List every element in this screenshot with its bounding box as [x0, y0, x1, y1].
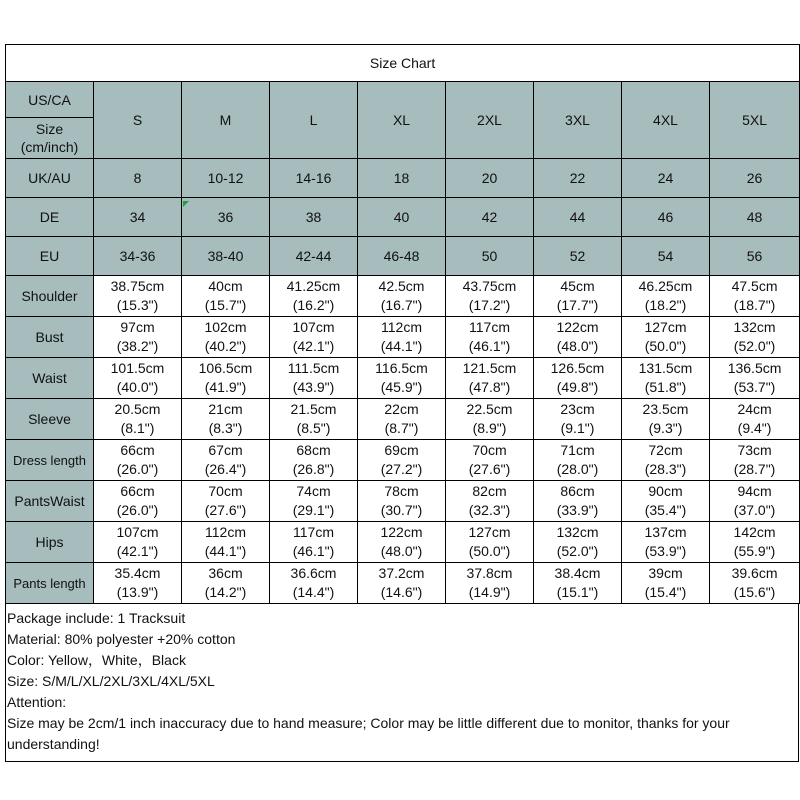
- size-l: L: [270, 82, 358, 159]
- conversion-row: [6, 237, 800, 276]
- measurement-cell: [94, 522, 182, 563]
- measurement-cell: [182, 522, 270, 563]
- measurement-cell: [622, 358, 710, 399]
- note-color: Color: Yellow，White，Black: [7, 652, 186, 668]
- inch-value: (9.4"): [737, 420, 772, 436]
- measurement-cell: [94, 481, 182, 522]
- note-attention: Attention:: [7, 694, 67, 710]
- inch-value: (51.8"): [644, 379, 687, 395]
- measurement-cell: [94, 563, 182, 604]
- cm-value: 72cm: [648, 442, 683, 458]
- cm-value: 112cm: [205, 524, 246, 540]
- inch-value: (53.9"): [644, 543, 687, 559]
- measurement-cell: [622, 563, 710, 604]
- conversion-row: [6, 198, 800, 237]
- inch-value: (50.0"): [468, 543, 511, 559]
- size-chart-sheet: [5, 44, 799, 762]
- cm-value: 37.2cm: [378, 565, 425, 581]
- measurement-cell: [446, 317, 534, 358]
- measurement-cell: [622, 317, 710, 358]
- measurement-cell: [622, 522, 710, 563]
- cm-value: 132cm: [733, 319, 776, 335]
- cm-value: 20.5cm: [114, 401, 161, 417]
- inch-value: (42.1"): [116, 543, 159, 559]
- conversion-cell: 44: [534, 198, 622, 237]
- measurement-cell: [182, 399, 270, 440]
- inch-value: (30.7"): [380, 502, 423, 518]
- inch-value: (8.5"): [296, 420, 331, 436]
- cm-value: 102cm: [204, 319, 247, 335]
- note-package: Package include: 1 Tracksuit: [7, 610, 186, 626]
- inch-value: (48.0"): [556, 338, 599, 354]
- measurement-cell: [622, 399, 710, 440]
- measurement-cell: [534, 317, 622, 358]
- measurement-cell: [270, 522, 358, 563]
- inch-value: (26.0"): [116, 461, 159, 477]
- size-2xl: 2XL: [446, 82, 534, 159]
- inch-value: (46.1"): [468, 338, 511, 354]
- measurement-cell: [358, 563, 446, 604]
- inch-value: (26.4"): [204, 461, 247, 477]
- measurement-cell: [534, 563, 622, 604]
- measurement-cell: [446, 522, 534, 563]
- cm-value: 90cm: [648, 483, 683, 499]
- conversion-cell: 38: [270, 198, 358, 237]
- inch-value: (8.1"): [120, 420, 155, 436]
- measurement-cell: [94, 440, 182, 481]
- inch-value: (40.2"): [204, 338, 247, 354]
- cm-value: 127cm: [468, 524, 511, 540]
- conversion-cell: 10-12: [182, 159, 270, 198]
- cm-value: 38.75cm: [110, 278, 165, 294]
- cm-value: 71cm: [560, 442, 595, 458]
- measurement-cell: [710, 440, 800, 481]
- cm-value: 127cm: [644, 319, 687, 335]
- conversion-cell: 34-36: [94, 237, 182, 276]
- inch-value: (50.0"): [644, 338, 687, 354]
- measurement-cell: [534, 276, 622, 317]
- cm-value: 42.5cm: [378, 278, 425, 294]
- cm-value: 38.4cm: [554, 565, 601, 581]
- row-label: DE: [6, 198, 94, 237]
- size-3xl: 3XL: [534, 82, 622, 159]
- cm-value: 126.5cm: [550, 360, 605, 376]
- row-label: PantsWaist: [6, 481, 94, 522]
- inch-value: (43.9"): [292, 379, 335, 395]
- measurement-cell: [534, 481, 622, 522]
- cm-value: 67cm: [208, 442, 243, 458]
- inch-value: (49.8"): [556, 379, 599, 395]
- size-xl: XL: [358, 82, 446, 159]
- measurement-cell: [270, 358, 358, 399]
- note-disclaimer: Size may be 2cm/1 inch inaccuracy due to hand measure; Color may be little different due to monitor, thanks for your understanding!: [7, 715, 730, 752]
- conversion-cell: 8: [94, 159, 182, 198]
- size-chart-table: [5, 44, 800, 604]
- conversion-cell: 54: [622, 237, 710, 276]
- measurement-cell: [710, 358, 800, 399]
- cm-value: 41.25cm: [286, 278, 341, 294]
- inch-value: (15.1"): [556, 584, 599, 600]
- cm-value: 21.5cm: [290, 401, 337, 417]
- inch-value: (8.3"): [208, 420, 243, 436]
- measurement-cell: [182, 440, 270, 481]
- inch-value: (17.2"): [468, 297, 511, 313]
- inch-value: (45.9"): [380, 379, 423, 395]
- inch-value: (33.9"): [556, 502, 599, 518]
- inch-value: (28.0"): [556, 461, 599, 477]
- conversion-cell: 18: [358, 159, 446, 198]
- inch-value: (27.6"): [468, 461, 511, 477]
- inch-value: (16.2"): [292, 297, 335, 313]
- row-label: Sleeve: [6, 399, 94, 440]
- cm-value: 111.5cm: [287, 360, 340, 376]
- note-size: Size: S/M/L/XL/2XL/3XL/4XL/5XL: [7, 673, 215, 689]
- measurement-cell: [94, 399, 182, 440]
- inch-value: (15.7"): [204, 297, 247, 313]
- cm-value: 22cm: [384, 401, 419, 417]
- measurement-cell: [446, 563, 534, 604]
- measurement-cell: [534, 358, 622, 399]
- cm-value: 39cm: [648, 565, 683, 581]
- measurement-cell: [358, 317, 446, 358]
- measurement-cell: [270, 481, 358, 522]
- inch-value: (15.4"): [644, 584, 687, 600]
- conversion-cell: 22: [534, 159, 622, 198]
- measurement-cell: [710, 317, 800, 358]
- cm-value: 23.5cm: [642, 401, 689, 417]
- cm-value: 22.5cm: [466, 401, 513, 417]
- measurement-cell: [358, 358, 446, 399]
- cm-value: 36cm: [208, 565, 243, 581]
- conversion-cell: 42: [446, 198, 534, 237]
- inch-value: (32.3"): [468, 502, 511, 518]
- inch-value: (14.4"): [292, 584, 335, 600]
- inch-value: (41.9"): [204, 379, 247, 395]
- inch-value: (44.1"): [380, 338, 423, 354]
- measurement-cell: [358, 440, 446, 481]
- measurement-cell: [182, 276, 270, 317]
- cm-value: 23cm: [560, 401, 595, 417]
- cm-value: 45cm: [560, 278, 595, 294]
- size-5xl: 5XL: [710, 82, 800, 159]
- measurement-cell: [358, 399, 446, 440]
- cm-value: 35.4cm: [114, 565, 161, 581]
- measurement-cell: [710, 276, 800, 317]
- measurement-cell: [446, 276, 534, 317]
- cm-value: 142cm: [733, 524, 776, 540]
- measurement-cell: [622, 276, 710, 317]
- conversion-cell: 40: [358, 198, 446, 237]
- inch-value: (47.8"): [468, 379, 511, 395]
- row-label: Dress length: [6, 440, 94, 481]
- inch-value: (55.9"): [733, 543, 776, 559]
- measurement-cell: [182, 563, 270, 604]
- inch-value: (53.7"): [733, 379, 776, 395]
- cm-value: 21cm: [208, 401, 243, 417]
- measurement-cell: [270, 399, 358, 440]
- cm-value: 66cm: [120, 483, 155, 499]
- inch-value: (37.0"): [733, 502, 776, 518]
- row-label: Shoulder: [6, 276, 94, 317]
- measurement-cell: [710, 399, 800, 440]
- size-m: M: [182, 82, 270, 159]
- measurement-row: [6, 276, 800, 317]
- cm-value: 122cm: [380, 524, 423, 540]
- cm-value: 97cm: [120, 319, 155, 335]
- cm-value: 69cm: [384, 442, 419, 458]
- cm-value: 132cm: [556, 524, 599, 540]
- measurement-cell: [446, 358, 534, 399]
- conversion-cell: 52: [534, 237, 622, 276]
- us-ca-label: US/CA: [6, 83, 93, 118]
- cm-value: 122cm: [556, 319, 599, 335]
- measurement-cell: [182, 317, 270, 358]
- note-material: Material: 80% polyester +20% cotton: [7, 631, 236, 647]
- inch-value: (17.7"): [556, 297, 599, 313]
- measurement-row: [6, 563, 800, 604]
- measurement-row: [6, 522, 800, 563]
- cm-value: 106.5cm: [198, 360, 253, 376]
- measurement-cell: [710, 522, 800, 563]
- conversion-cell: 14-16: [270, 159, 358, 198]
- cm-value: 131.5cm: [638, 360, 693, 376]
- conversion-cell: 36: [182, 198, 270, 237]
- measurement-cell: [446, 440, 534, 481]
- inch-value: (52.0"): [556, 543, 599, 559]
- cm-value: 101.5cm: [110, 360, 165, 376]
- measurement-row: [6, 481, 800, 522]
- measurement-row: [6, 358, 800, 399]
- measurement-row: [6, 399, 800, 440]
- cm-value: 40cm: [208, 278, 243, 294]
- row-label: EU: [6, 237, 94, 276]
- measurement-cell: [94, 358, 182, 399]
- cm-value: 117cm: [469, 319, 510, 335]
- row-label: Pants length: [6, 563, 94, 604]
- inch-value: (15.6"): [733, 584, 776, 600]
- measurement-cell: [446, 399, 534, 440]
- conversion-row: [6, 159, 800, 198]
- conversion-cell: 48: [710, 198, 800, 237]
- measurement-cell: [182, 481, 270, 522]
- inch-value: (9.3"): [648, 420, 683, 436]
- inch-value: (27.2"): [380, 461, 423, 477]
- inch-value: (28.3"): [644, 461, 687, 477]
- cm-value: 39.6cm: [731, 565, 778, 581]
- cm-value: 112cm: [381, 319, 422, 335]
- conversion-cell: 42-44: [270, 237, 358, 276]
- measurement-row: [6, 440, 800, 481]
- cm-value: 70cm: [208, 483, 243, 499]
- size-4xl: 4XL: [622, 82, 710, 159]
- cell-marker-icon: [183, 201, 189, 207]
- conversion-cell: 38-40: [182, 237, 270, 276]
- cm-value: 121.5cm: [462, 360, 517, 376]
- inch-value: (8.9"): [472, 420, 507, 436]
- notes-section: [5, 604, 799, 762]
- measurement-cell: [270, 276, 358, 317]
- measurement-cell: [710, 481, 800, 522]
- row-label: UK/AU: [6, 159, 94, 198]
- cm-value: 74cm: [296, 483, 331, 499]
- conversion-cell: 50: [446, 237, 534, 276]
- inch-value: (9.1"): [560, 420, 595, 436]
- cm-value: 107cm: [292, 319, 335, 335]
- cm-value: 37.8cm: [466, 565, 513, 581]
- cm-value: 94cm: [737, 483, 772, 499]
- measurement-cell: [622, 440, 710, 481]
- cm-value: 86cm: [560, 483, 595, 499]
- inch-value: (18.7"): [733, 297, 776, 313]
- conversion-cell: 34: [94, 198, 182, 237]
- inch-value: (46.1"): [292, 543, 335, 559]
- inch-value: (38.2"): [116, 338, 159, 354]
- size-label-cell: [6, 82, 94, 159]
- cm-value: 116.5cm: [375, 360, 428, 376]
- inch-value: (14.6"): [380, 584, 423, 600]
- inch-value: (14.2"): [204, 584, 247, 600]
- inch-value: (15.3"): [116, 297, 159, 313]
- conversion-cell: 26: [710, 159, 800, 198]
- row-label: Waist: [6, 358, 94, 399]
- cm-value: 82cm: [472, 483, 507, 499]
- inch-value: (52.0"): [733, 338, 776, 354]
- cm-value: 136.5cm: [727, 360, 782, 376]
- measurement-cell: [622, 481, 710, 522]
- measurement-cell: [358, 481, 446, 522]
- cm-value: 117cm: [293, 524, 334, 540]
- conversion-cell: 24: [622, 159, 710, 198]
- measurement-cell: [270, 317, 358, 358]
- measurement-cell: [534, 522, 622, 563]
- cm-value: 70cm: [472, 442, 507, 458]
- conversion-cell: 20: [446, 159, 534, 198]
- inch-value: (44.1"): [204, 543, 247, 559]
- inch-value: (13.9"): [116, 584, 159, 600]
- chart-title: Size Chart: [6, 45, 800, 82]
- inch-value: (29.1"): [292, 502, 335, 518]
- row-label: Hips: [6, 522, 94, 563]
- measurement-cell: [94, 276, 182, 317]
- cm-value: 24cm: [737, 401, 772, 417]
- inch-value: (8.7"): [384, 420, 419, 436]
- inch-value: (48.0"): [380, 543, 423, 559]
- size-s: S: [94, 82, 182, 159]
- cm-value: 68cm: [296, 442, 331, 458]
- inch-value: (18.2"): [644, 297, 687, 313]
- measurement-cell: [534, 440, 622, 481]
- inch-value: (28.7"): [733, 461, 776, 477]
- cm-value: 137cm: [644, 524, 687, 540]
- inch-value: (35.4"): [644, 502, 687, 518]
- measurement-cell: [270, 563, 358, 604]
- measurement-cell: [534, 399, 622, 440]
- measurement-cell: [182, 358, 270, 399]
- measurement-cell: [710, 563, 800, 604]
- conversion-cell: 46-48: [358, 237, 446, 276]
- measurement-cell: [94, 317, 182, 358]
- inch-value: (42.1"): [292, 338, 335, 354]
- cm-value: 46.25cm: [638, 278, 693, 294]
- inch-value: (14.9"): [468, 584, 511, 600]
- cm-value: 107cm: [116, 524, 159, 540]
- cm-value: 66cm: [120, 442, 155, 458]
- cm-value: 36.6cm: [290, 565, 337, 581]
- size-unit-label: Size (cm/inch): [20, 120, 79, 155]
- size-header-row: [6, 82, 800, 159]
- cm-value: 73cm: [737, 442, 772, 458]
- measurement-cell: [358, 276, 446, 317]
- inch-value: (40.0"): [116, 379, 159, 395]
- measurement-cell: [358, 522, 446, 563]
- cm-value: 78cm: [384, 483, 419, 499]
- inch-value: (27.6"): [204, 502, 247, 518]
- measurement-cell: [270, 440, 358, 481]
- inch-value: (26.0"): [116, 502, 159, 518]
- cm-value: 47.5cm: [731, 278, 778, 294]
- inch-value: (16.7"): [380, 297, 423, 313]
- cm-value: 43.75cm: [462, 278, 517, 294]
- conversion-cell: 46: [622, 198, 710, 237]
- conversion-cell: 56: [710, 237, 800, 276]
- inch-value: (26.8"): [292, 461, 335, 477]
- measurement-cell: [446, 481, 534, 522]
- measurement-row: [6, 317, 800, 358]
- row-label: Bust: [6, 317, 94, 358]
